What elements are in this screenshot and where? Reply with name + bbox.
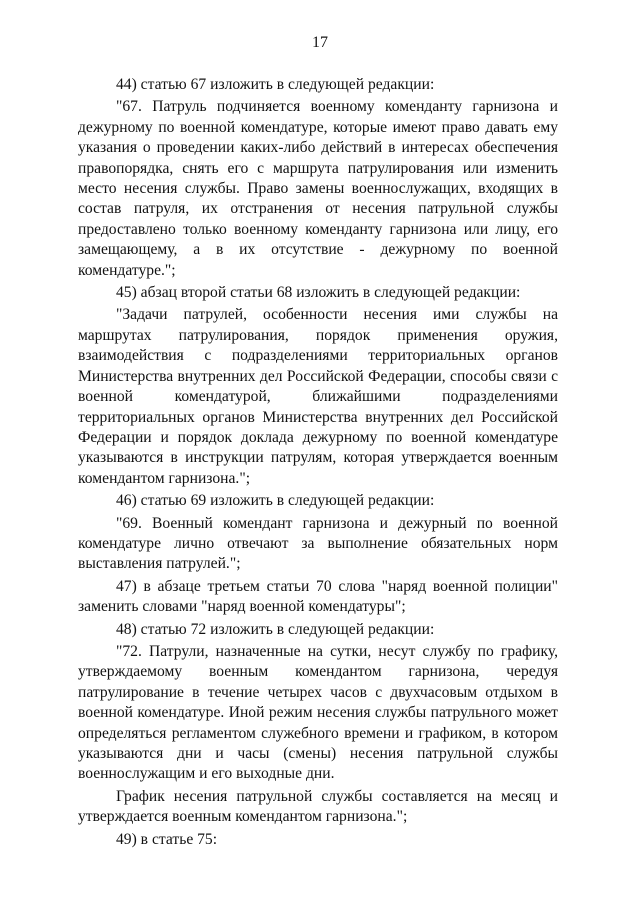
paragraph-article-67-text: "67. Патруль подчиняется военному коменданту гарнизона и дежурному по военной комендатуре, которые имеют право давать ему указания о проведении каких-либо действий в интересах обеспечения правопорядка, снять его с маршрута патрулирования или изменить место несения службы. Право замены военнослужащих, входящих в состав патруля, их отстранения от несения патрульной службы предоставлено только военному коменданту гарнизона или лицу, его замещающему, а в их отсутствие - дежурному по военной комендатуре."; (78, 98, 558, 279)
page-number: 17 (312, 34, 328, 51)
paragraph-article-69-text: "69. Военный комендант гарнизона и дежурный по военной комендатуре лично отвечают за выполнение обязательных норм выставления патрулей."; (78, 514, 558, 573)
paragraph-47-text: 47) в абзаце третьем статьи 70 слова "наряд военной полиции" заменить словами "наряд военной комендатуры"; (78, 577, 558, 616)
paragraph-article-72-schedule: График несения патрульной службы составляется на месяц и утверждается военным комендантом гарнизона."; (78, 787, 558, 826)
paragraph-49-heading: 49) в статье 75: (116, 830, 218, 848)
paragraph-45-heading: 45) абзац второй статьи 68 изложить в следующей редакции: (116, 284, 521, 302)
document-body (78, 75, 558, 852)
paragraph-48-heading: 48) статью 72 изложить в следующей редакции: (116, 620, 435, 638)
paragraph-44-heading: 44) статью 67 изложить в следующей редакции: (116, 76, 435, 93)
paragraph-46-heading: 46) статью 69 изложить в следующей редакции: (116, 492, 435, 510)
paragraph-article-68-text: "Задачи патрулей, особенности несения ими службы на маршрутах патрулирования, порядок применения оружия, взаимодействия с подразделениями территориальных органов Министерства внутренних дел Российской Федерации, способы связи с военной комендатурой, ближайшими подразделениями территориальных органов Министерства внутренних дел Российской Федерации и порядок доклада дежурному по военной комендатуре указываются в инструкции патрулям, которая утверждается военным комендантом гарнизона."; (78, 306, 558, 487)
paragraph-article-72-text: "72. Патрули, назначенные на сутки, несут службу по графику, утверждаемому военным комендантом гарнизона, чередуя патрулирование в течение четырех часов с двухчасовым отдыхом в военной комендатуре. Иной режим несения службы патрульного может определяться регламентом служебного времени и графиком, в котором указываются дни и часы (смены) несения патрульной службы военнослужащим и его выходные дни. (78, 642, 558, 783)
